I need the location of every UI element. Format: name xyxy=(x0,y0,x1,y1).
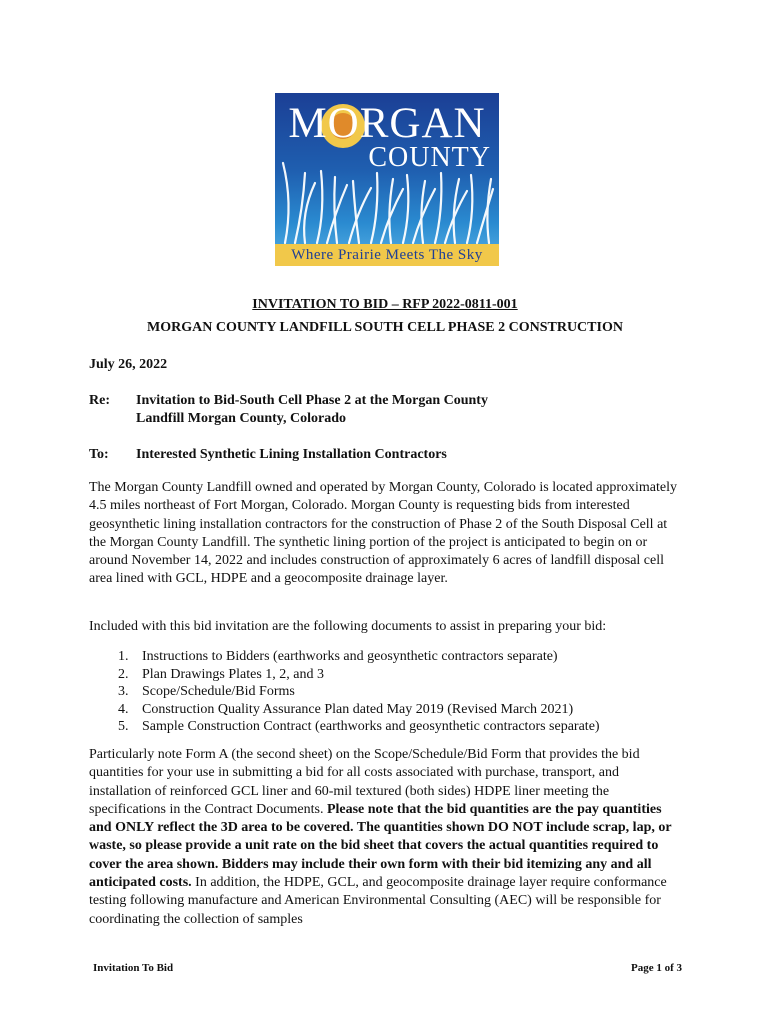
document-date: July 26, 2022 xyxy=(89,357,168,372)
grass-blades xyxy=(283,163,493,243)
paragraph-form-a-bold: Please note that the bid quantities are the pay quantities and ONLY reflect the 3D area to be covered. The quantities shown DO NOT include scrap, lap, or waste, so please provide a unit rate on the bid sheet that covers the actual quantities required to cover the area shown. Bidders may include their own form with their bid itemizing any and all anticipated costs. xyxy=(89,801,672,891)
list-item: 1. Instructions to Bidders (earthworks and geosynthetic contractors separate) xyxy=(118,649,558,664)
paragraph-form-a-end: In addition, the HDPE, GCL, and geocomposite drainage layer require conformance testing following manufacture and American Environmental Consulting (AEC) will be responsible for coordinating the collection of samples xyxy=(89,875,667,927)
to-value: Interested Synthetic Lining Installation Contractors xyxy=(136,447,447,462)
footer-left: Invitation To Bid xyxy=(93,962,174,974)
paragraph-intro: The Morgan County Landfill owned and operated by Morgan County, Colorado is located approximately 4.5 miles northeast of Fort Morgan, Colorado. Morgan County is requesting bids from interested geosynthetic lining installation contractors for the construction of Phase 2 of the South Disposal Cell at the Morgan County Landfill. The synthetic lining portion of the project is anticipated to begin on or around November 14, 2022 and includes construction of approximately 6 acres of landfill disposal cell area lined with GCL, HDPE and a geocomposite drainage layer. xyxy=(89,480,678,587)
re-line-2: Landfill Morgan County, Colorado xyxy=(136,411,347,426)
page-number: Page 1 of 3 xyxy=(630,962,682,974)
paragraph-form-a xyxy=(89,746,679,929)
list-item: 5. Sample Construction Contract (earthworks and geosynthetic contractors separate) xyxy=(118,719,600,734)
list-item: 3. Scope/Schedule/Bid Forms xyxy=(118,684,295,699)
logo-title: MORGAN xyxy=(288,100,486,147)
documents-list xyxy=(118,648,600,736)
document-subtitle: MORGAN COUNTY LANDFILL SOUTH CELL PHASE 2 CONSTRUCTION xyxy=(147,320,623,335)
logo-subtitle: COUNTY xyxy=(368,142,491,173)
list-item: 2. Plan Drawings Plates 1, 2, and 3 xyxy=(118,666,324,682)
morgan-county-logo xyxy=(275,93,499,266)
to-label: To: xyxy=(89,447,109,462)
paragraph-documents-intro: Included with this bid invitation are the following documents to assist in preparing your bid: xyxy=(89,619,607,634)
paragraph-form-a-start: Particularly note Form A (the second sheet) on the Scope/Schedule/Bid Form that provides the bid quantities for your use in submitting a bid for all costs associated with purchase, transport, and installation of reinforced GCL liner and 60-mil textured (both sides) HDPE liner meeting the specifications in the Contract Documents. xyxy=(89,747,640,817)
re-line-1: Invitation to Bid-South Cell Phase 2 at the Morgan County xyxy=(136,393,488,408)
document-title: INVITATION TO BID – RFP 2022-0811-001 xyxy=(252,297,518,312)
re-label: Re: xyxy=(89,393,110,408)
list-item: 4. Construction Quality Assurance Plan dated May 2019 (Revised March 2021) xyxy=(118,701,574,717)
logo-tagline: Where Prairie Meets The Sky xyxy=(275,244,499,266)
